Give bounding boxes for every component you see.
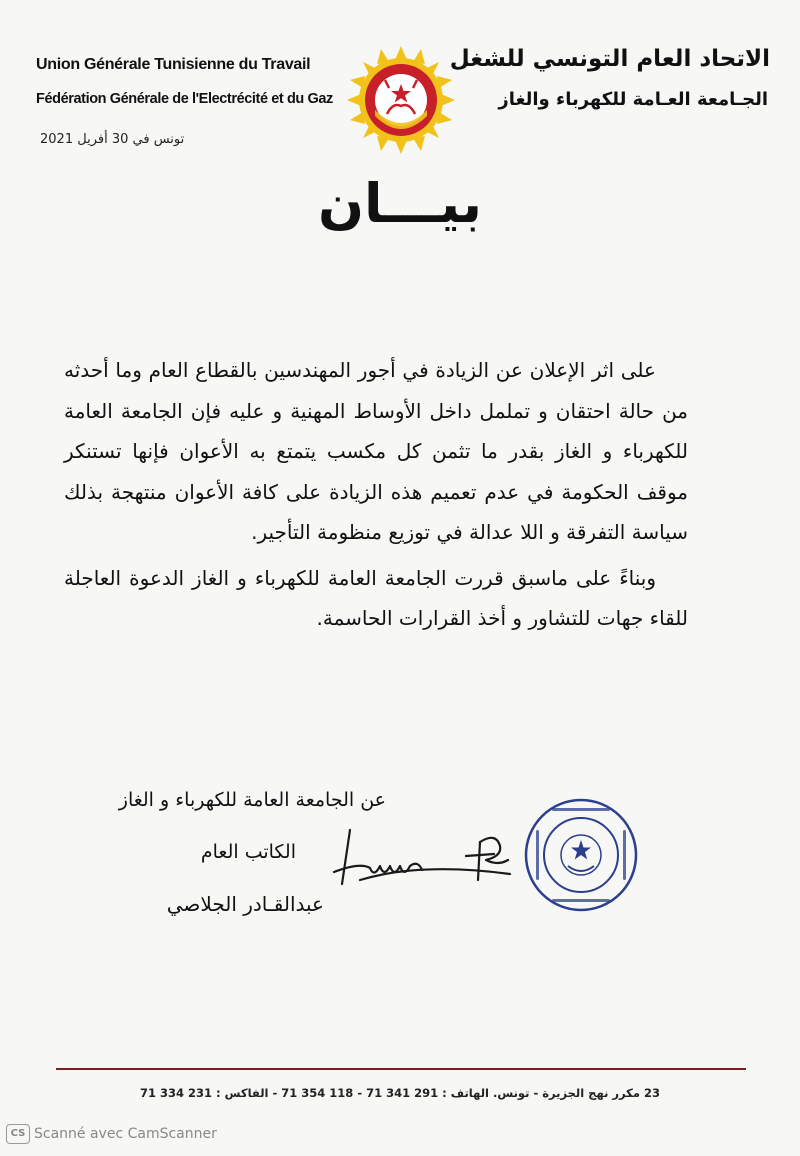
ugtt-logo-icon: [345, 44, 457, 156]
signatory-name: عبدالقـادر الجلاصي: [166, 892, 324, 916]
official-seal-icon: [522, 796, 640, 914]
footer-address: 23 مكرر نهج الجزيرة - تونس. الهاتف : 291 341 71 - 118 354 71 - الفاكس : 231 334 71: [139, 1086, 660, 1100]
scanner-watermark-text: Scanné avec CamScanner: [34, 1126, 217, 1142]
statement-paragraph-2: وبناءً على ماسبق قررت الجامعة العامة للكهرباء و الغاز الدعوة العاجلة للقاء جهات للتشاور و أخذ القرارات الحاسمة.: [64, 565, 688, 630]
signatory-title: الكاتب العام: [200, 841, 296, 863]
footer-divider: [56, 1068, 746, 1070]
camscanner-icon: CS: [6, 1124, 30, 1144]
document-date: تونس في 30 أفريل 2021: [40, 132, 185, 147]
federation-name-ar: الجـامعة العـامة للكهرباء والغاز: [498, 89, 768, 110]
document-title: بيـــان: [317, 172, 483, 235]
statement-paragraph-1: على اثر الإعلان عن الزيادة في أجور المهندسين بالقطاع العام وما أحدثه من حالة احتقان و تململ داخل الأوساط المهنية و عليه فإن الجامعة العامة للكهرباء و الغاز بقدر ما تثمن كل مكسب يتمتع به الأعوان فإنها تستنكر موقف الحكومة في عدم تعميم هذه الزيادة على كافة الأعوان منتهجة بذلك سياسة التفرقة و اللا عدالة في توزيع منظومة التأجير.: [64, 358, 688, 544]
statement-body: [64, 350, 688, 639]
signature-organization: عن الجامعة العامة للكهرباء و الغاز: [118, 789, 386, 811]
org-name-ar: الاتحاد العام التونسي للشغل: [449, 46, 770, 72]
scanner-watermark: [6, 1124, 306, 1146]
org-name-fr: Union Générale Tunisienne du Travail: [36, 56, 311, 73]
handwritten-signature-icon: [330, 822, 530, 894]
federation-name-fr: Fédération Générale de l'Electrécité et du Gaz: [36, 91, 333, 107]
